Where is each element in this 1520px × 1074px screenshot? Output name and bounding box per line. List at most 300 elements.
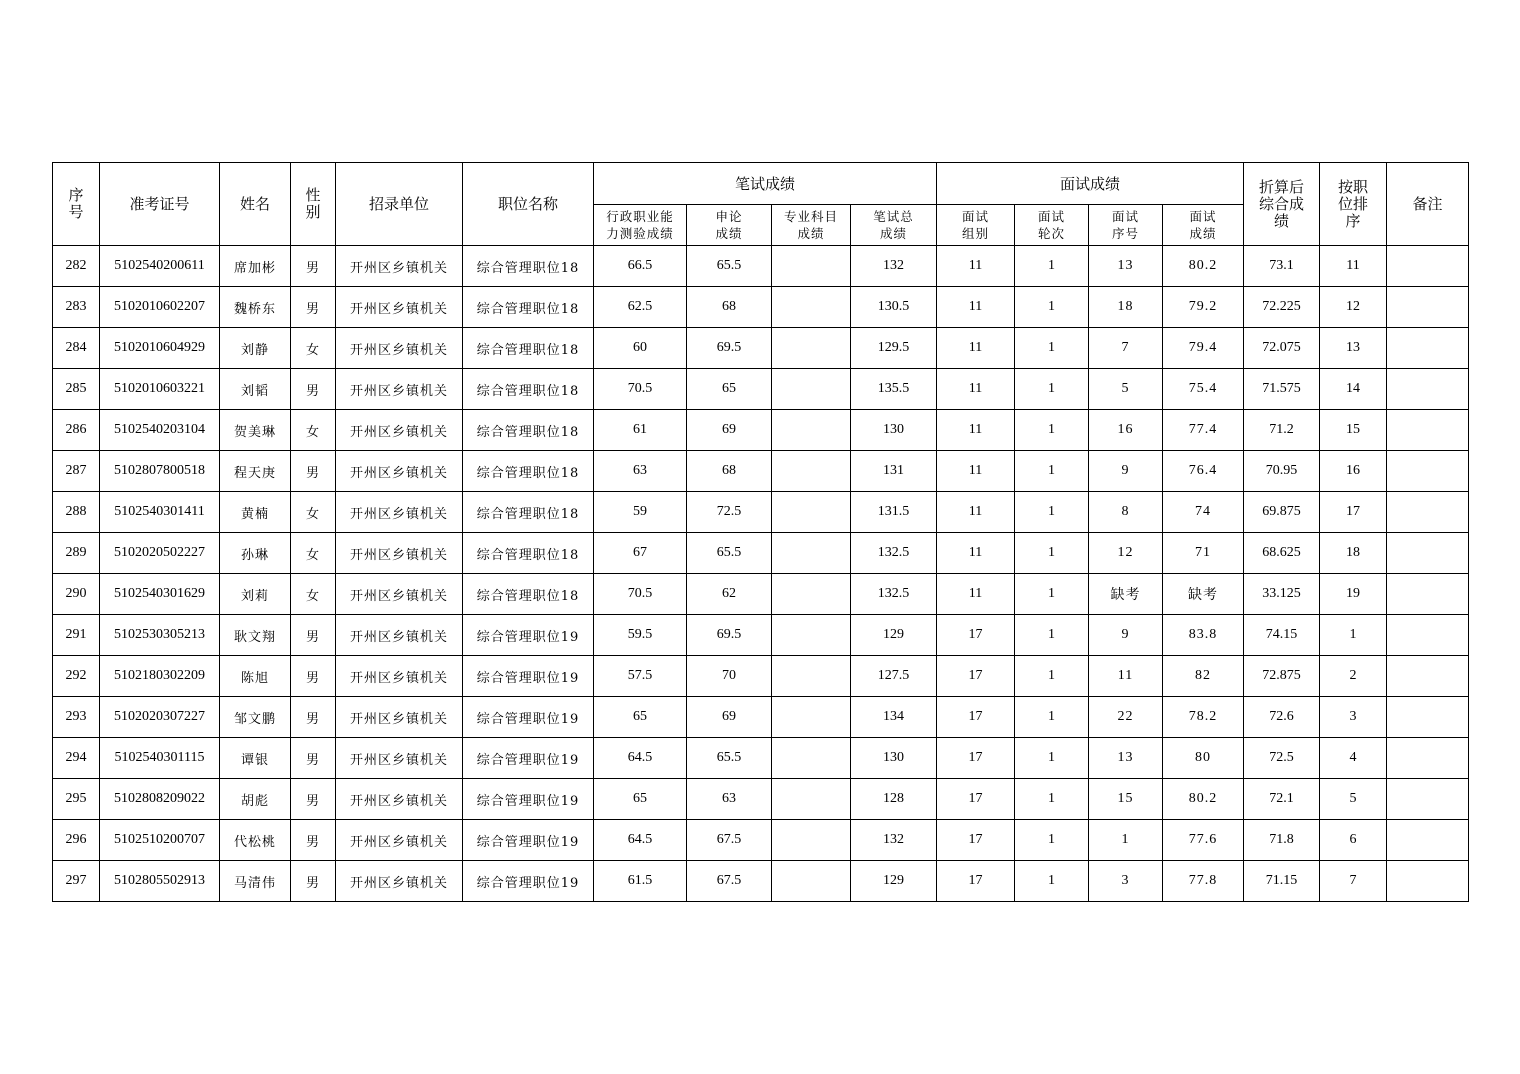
header-written-group: 笔试成绩: [594, 163, 937, 205]
cell-seq: 297: [53, 861, 100, 902]
cell-rank: 2: [1320, 656, 1387, 697]
header-interview-group-no-label: 面试组别: [962, 209, 990, 241]
cell-remark: [1387, 861, 1469, 902]
cell-group: 11: [937, 492, 1015, 533]
header-interview-round: [1015, 205, 1089, 246]
cell-composite: 72.6: [1244, 697, 1320, 738]
cell-seq: 285: [53, 369, 100, 410]
cell-group: 11: [937, 574, 1015, 615]
cell-order: 13: [1089, 246, 1163, 287]
cell-ticket: 5102010602207: [100, 287, 220, 328]
cell-remark: [1387, 574, 1469, 615]
cell-position: 综合管理职位18: [463, 246, 594, 287]
table-row: [53, 820, 1469, 861]
cell-written-total: 131.5: [851, 492, 937, 533]
cell-essay: 63: [687, 779, 772, 820]
cell-round: 1: [1015, 451, 1089, 492]
cell-aptitude: 60: [594, 328, 687, 369]
cell-round: 1: [1015, 287, 1089, 328]
cell-seq: 293: [53, 697, 100, 738]
cell-name: 孙琳: [220, 533, 291, 574]
cell-aptitude: 64.5: [594, 738, 687, 779]
cell-name: 刘静: [220, 328, 291, 369]
cell-composite: 68.625: [1244, 533, 1320, 574]
header-professional-label: 专业科目成绩: [783, 209, 838, 241]
cell-round: 1: [1015, 246, 1089, 287]
header-written-total-label: 笔试总成绩: [873, 209, 914, 241]
cell-aptitude: 65: [594, 779, 687, 820]
cell-group: 17: [937, 697, 1015, 738]
cell-rank: 18: [1320, 533, 1387, 574]
cell-ticket: 5102510200707: [100, 820, 220, 861]
table-row: [53, 697, 1469, 738]
cell-professional: [772, 451, 851, 492]
cell-position: 综合管理职位19: [463, 820, 594, 861]
cell-order: 9: [1089, 615, 1163, 656]
header-essay-label: 申论成绩: [715, 209, 743, 241]
cell-interview: 75.4: [1163, 369, 1244, 410]
header-aptitude-label: 行政职业能力测验成绩: [606, 209, 674, 241]
cell-ticket: 5102540203104: [100, 410, 220, 451]
cell-name: 耿文翔: [220, 615, 291, 656]
header-interview-group-no: [937, 205, 1015, 246]
cell-composite: 33.125: [1244, 574, 1320, 615]
table-row: [53, 656, 1469, 697]
cell-composite: 74.15: [1244, 615, 1320, 656]
cell-gender: 女: [291, 533, 336, 574]
cell-interview: 71: [1163, 533, 1244, 574]
cell-composite: 72.225: [1244, 287, 1320, 328]
table-row: [53, 861, 1469, 902]
header-gender: [291, 163, 336, 246]
cell-essay: 69.5: [687, 615, 772, 656]
cell-written-total: 132: [851, 820, 937, 861]
cell-group: 11: [937, 246, 1015, 287]
cell-round: 1: [1015, 656, 1089, 697]
cell-order: 16: [1089, 410, 1163, 451]
cell-gender: 女: [291, 574, 336, 615]
cell-essay: 69: [687, 697, 772, 738]
cell-remark: [1387, 492, 1469, 533]
cell-unit: 开州区乡镇机关: [336, 615, 463, 656]
cell-order: 3: [1089, 861, 1163, 902]
cell-group: 17: [937, 779, 1015, 820]
cell-name: 代松桃: [220, 820, 291, 861]
cell-remark: [1387, 369, 1469, 410]
header-interview-group: 面试成绩: [937, 163, 1244, 205]
header-interview-order-label: 面试序号: [1112, 209, 1140, 241]
cell-composite: 72.075: [1244, 328, 1320, 369]
cell-remark: [1387, 410, 1469, 451]
cell-name: 刘莉: [220, 574, 291, 615]
cell-position: 综合管理职位19: [463, 738, 594, 779]
cell-professional: [772, 779, 851, 820]
table-row: [53, 738, 1469, 779]
header-ticket: 准考证号: [100, 163, 220, 246]
cell-gender: 男: [291, 861, 336, 902]
cell-rank: 16: [1320, 451, 1387, 492]
cell-group: 17: [937, 656, 1015, 697]
cell-interview: 82: [1163, 656, 1244, 697]
header-seq-label: 序号: [68, 186, 84, 221]
header-remark: 备注: [1387, 163, 1469, 246]
cell-aptitude: 70.5: [594, 574, 687, 615]
header-seq: [53, 163, 100, 246]
cell-unit: 开州区乡镇机关: [336, 820, 463, 861]
cell-seq: 287: [53, 451, 100, 492]
cell-gender: 男: [291, 287, 336, 328]
cell-rank: 3: [1320, 697, 1387, 738]
cell-interview: 77.6: [1163, 820, 1244, 861]
cell-professional: [772, 533, 851, 574]
header-interview-order: [1089, 205, 1163, 246]
header-composite: [1244, 163, 1320, 246]
cell-seq: 290: [53, 574, 100, 615]
cell-ticket: 5102010603221: [100, 369, 220, 410]
cell-unit: 开州区乡镇机关: [336, 779, 463, 820]
cell-ticket: 5102540301629: [100, 574, 220, 615]
cell-gender: 男: [291, 451, 336, 492]
cell-essay: 67.5: [687, 820, 772, 861]
cell-written-total: 134: [851, 697, 937, 738]
table-row: [53, 287, 1469, 328]
cell-position: 综合管理职位19: [463, 779, 594, 820]
cell-rank: 19: [1320, 574, 1387, 615]
cell-essay: 68: [687, 451, 772, 492]
cell-interview: 77.4: [1163, 410, 1244, 451]
cell-round: 1: [1015, 328, 1089, 369]
cell-gender: 女: [291, 328, 336, 369]
cell-written-total: 129.5: [851, 328, 937, 369]
cell-position: 综合管理职位18: [463, 533, 594, 574]
cell-round: 1: [1015, 533, 1089, 574]
cell-gender: 男: [291, 615, 336, 656]
cell-unit: 开州区乡镇机关: [336, 246, 463, 287]
table-body: [53, 246, 1469, 902]
cell-order: 12: [1089, 533, 1163, 574]
cell-round: 1: [1015, 615, 1089, 656]
cell-name: 魏桥东: [220, 287, 291, 328]
cell-composite: 72.875: [1244, 656, 1320, 697]
cell-seq: 286: [53, 410, 100, 451]
cell-gender: 男: [291, 656, 336, 697]
cell-written-total: 135.5: [851, 369, 937, 410]
cell-interview: 缺考: [1163, 574, 1244, 615]
cell-professional: [772, 246, 851, 287]
cell-rank: 4: [1320, 738, 1387, 779]
cell-interview: 78.2: [1163, 697, 1244, 738]
cell-ticket: 5102540301411: [100, 492, 220, 533]
cell-seq: 283: [53, 287, 100, 328]
cell-seq: 292: [53, 656, 100, 697]
cell-rank: 14: [1320, 369, 1387, 410]
cell-written-total: 127.5: [851, 656, 937, 697]
cell-round: 1: [1015, 779, 1089, 820]
cell-group: 11: [937, 328, 1015, 369]
header-aptitude: [594, 205, 687, 246]
cell-composite: 72.5: [1244, 738, 1320, 779]
cell-professional: [772, 369, 851, 410]
cell-group: 11: [937, 533, 1015, 574]
cell-essay: 62: [687, 574, 772, 615]
cell-written-total: 132.5: [851, 533, 937, 574]
cell-rank: 17: [1320, 492, 1387, 533]
cell-essay: 68: [687, 287, 772, 328]
cell-unit: 开州区乡镇机关: [336, 328, 463, 369]
header-gender-label: 性别: [305, 186, 321, 221]
cell-composite: 71.8: [1244, 820, 1320, 861]
header-interview-round-label: 面试轮次: [1038, 209, 1066, 241]
cell-aptitude: 63: [594, 451, 687, 492]
cell-interview: 74: [1163, 492, 1244, 533]
cell-gender: 女: [291, 492, 336, 533]
cell-professional: [772, 697, 851, 738]
cell-seq: 288: [53, 492, 100, 533]
table-row: [53, 246, 1469, 287]
cell-professional: [772, 861, 851, 902]
cell-interview: 79.4: [1163, 328, 1244, 369]
cell-gender: 男: [291, 779, 336, 820]
score-table: [52, 162, 1469, 902]
cell-name: 胡彪: [220, 779, 291, 820]
cell-remark: [1387, 451, 1469, 492]
cell-gender: 男: [291, 369, 336, 410]
cell-position: 综合管理职位19: [463, 656, 594, 697]
cell-written-total: 130.5: [851, 287, 937, 328]
cell-order: 9: [1089, 451, 1163, 492]
cell-written-total: 128: [851, 779, 937, 820]
cell-interview: 79.2: [1163, 287, 1244, 328]
cell-unit: 开州区乡镇机关: [336, 861, 463, 902]
table-row: [53, 451, 1469, 492]
cell-ticket: 5102530305213: [100, 615, 220, 656]
header-interview-score: [1163, 205, 1244, 246]
cell-position: 综合管理职位18: [463, 492, 594, 533]
cell-group: 11: [937, 287, 1015, 328]
cell-essay: 69: [687, 410, 772, 451]
cell-name: 程天庚: [220, 451, 291, 492]
cell-round: 1: [1015, 369, 1089, 410]
cell-ticket: 5102808209022: [100, 779, 220, 820]
cell-ticket: 5102540301115: [100, 738, 220, 779]
table-row: [53, 328, 1469, 369]
cell-aptitude: 65: [594, 697, 687, 738]
cell-written-total: 131: [851, 451, 937, 492]
cell-unit: 开州区乡镇机关: [336, 492, 463, 533]
cell-round: 1: [1015, 574, 1089, 615]
cell-group: 11: [937, 369, 1015, 410]
table-row: [53, 615, 1469, 656]
cell-name: 陈旭: [220, 656, 291, 697]
cell-unit: 开州区乡镇机关: [336, 574, 463, 615]
cell-rank: 15: [1320, 410, 1387, 451]
cell-seq: 289: [53, 533, 100, 574]
cell-name: 席加彬: [220, 246, 291, 287]
cell-position: 综合管理职位18: [463, 574, 594, 615]
cell-remark: [1387, 246, 1469, 287]
cell-group: 17: [937, 738, 1015, 779]
cell-order: 8: [1089, 492, 1163, 533]
cell-seq: 291: [53, 615, 100, 656]
cell-professional: [772, 287, 851, 328]
cell-rank: 1: [1320, 615, 1387, 656]
cell-name: 谭银: [220, 738, 291, 779]
cell-composite: 73.1: [1244, 246, 1320, 287]
table-row: [53, 492, 1469, 533]
cell-group: 17: [937, 820, 1015, 861]
cell-rank: 13: [1320, 328, 1387, 369]
cell-interview: 80.2: [1163, 246, 1244, 287]
cell-composite: 71.2: [1244, 410, 1320, 451]
cell-aptitude: 67: [594, 533, 687, 574]
cell-position: 综合管理职位18: [463, 451, 594, 492]
cell-written-total: 129: [851, 615, 937, 656]
cell-round: 1: [1015, 861, 1089, 902]
cell-name: 刘韬: [220, 369, 291, 410]
cell-essay: 65.5: [687, 533, 772, 574]
cell-unit: 开州区乡镇机关: [336, 656, 463, 697]
cell-name: 邹文鹏: [220, 697, 291, 738]
cell-interview: 83.8: [1163, 615, 1244, 656]
cell-order: 缺考: [1089, 574, 1163, 615]
cell-position: 综合管理职位19: [463, 861, 594, 902]
cell-seq: 284: [53, 328, 100, 369]
cell-name: 贺美琳: [220, 410, 291, 451]
cell-essay: 67.5: [687, 861, 772, 902]
cell-unit: 开州区乡镇机关: [336, 410, 463, 451]
table-header: [53, 163, 1469, 246]
cell-remark: [1387, 820, 1469, 861]
cell-rank: 6: [1320, 820, 1387, 861]
cell-remark: [1387, 779, 1469, 820]
table-row: [53, 410, 1469, 451]
cell-unit: 开州区乡镇机关: [336, 738, 463, 779]
header-rank: [1320, 163, 1387, 246]
table-row: [53, 369, 1469, 410]
cell-written-total: 129: [851, 861, 937, 902]
header-interview-score-label: 面试成绩: [1189, 209, 1217, 241]
cell-remark: [1387, 287, 1469, 328]
cell-group: 17: [937, 615, 1015, 656]
cell-unit: 开州区乡镇机关: [336, 451, 463, 492]
header-essay: [687, 205, 772, 246]
cell-gender: 女: [291, 410, 336, 451]
header-name: 姓名: [220, 163, 291, 246]
cell-rank: 5: [1320, 779, 1387, 820]
cell-aptitude: 59: [594, 492, 687, 533]
cell-name: 黄楠: [220, 492, 291, 533]
cell-professional: [772, 615, 851, 656]
cell-order: 13: [1089, 738, 1163, 779]
cell-seq: 294: [53, 738, 100, 779]
header-written-total: [851, 205, 937, 246]
cell-seq: 295: [53, 779, 100, 820]
cell-seq: 296: [53, 820, 100, 861]
cell-essay: 65.5: [687, 738, 772, 779]
cell-round: 1: [1015, 697, 1089, 738]
cell-ticket: 5102180302209: [100, 656, 220, 697]
cell-ticket: 5102020307227: [100, 697, 220, 738]
header-position: 职位名称: [463, 163, 594, 246]
cell-professional: [772, 820, 851, 861]
cell-professional: [772, 492, 851, 533]
cell-unit: 开州区乡镇机关: [336, 697, 463, 738]
cell-aptitude: 61.5: [594, 861, 687, 902]
cell-ticket: 5102020502227: [100, 533, 220, 574]
cell-aptitude: 59.5: [594, 615, 687, 656]
cell-essay: 65: [687, 369, 772, 410]
cell-group: 11: [937, 410, 1015, 451]
cell-ticket: 5102540200611: [100, 246, 220, 287]
cell-remark: [1387, 328, 1469, 369]
cell-written-total: 130: [851, 738, 937, 779]
cell-professional: [772, 410, 851, 451]
cell-ticket: 5102807800518: [100, 451, 220, 492]
cell-rank: 11: [1320, 246, 1387, 287]
cell-aptitude: 62.5: [594, 287, 687, 328]
cell-order: 1: [1089, 820, 1163, 861]
table-row: [53, 533, 1469, 574]
cell-aptitude: 64.5: [594, 820, 687, 861]
cell-composite: 70.95: [1244, 451, 1320, 492]
table-row: [53, 574, 1469, 615]
cell-composite: 71.15: [1244, 861, 1320, 902]
cell-written-total: 130: [851, 410, 937, 451]
cell-remark: [1387, 615, 1469, 656]
cell-round: 1: [1015, 410, 1089, 451]
cell-composite: 72.1: [1244, 779, 1320, 820]
cell-unit: 开州区乡镇机关: [336, 369, 463, 410]
cell-aptitude: 66.5: [594, 246, 687, 287]
cell-remark: [1387, 656, 1469, 697]
cell-aptitude: 61: [594, 410, 687, 451]
cell-unit: 开州区乡镇机关: [336, 533, 463, 574]
cell-rank: 7: [1320, 861, 1387, 902]
cell-remark: [1387, 738, 1469, 779]
cell-professional: [772, 328, 851, 369]
cell-interview: 77.8: [1163, 861, 1244, 902]
cell-unit: 开州区乡镇机关: [336, 287, 463, 328]
cell-essay: 65.5: [687, 246, 772, 287]
cell-gender: 男: [291, 697, 336, 738]
cell-order: 18: [1089, 287, 1163, 328]
cell-position: 综合管理职位18: [463, 410, 594, 451]
cell-ticket: 5102010604929: [100, 328, 220, 369]
cell-interview: 76.4: [1163, 451, 1244, 492]
cell-ticket: 5102805502913: [100, 861, 220, 902]
cell-essay: 72.5: [687, 492, 772, 533]
cell-round: 1: [1015, 820, 1089, 861]
header-professional: [772, 205, 851, 246]
cell-position: 综合管理职位18: [463, 328, 594, 369]
table-row: [53, 779, 1469, 820]
header-composite-label: 折算后综合成绩: [1259, 177, 1305, 230]
cell-written-total: 132.5: [851, 574, 937, 615]
cell-professional: [772, 738, 851, 779]
cell-position: 综合管理职位19: [463, 615, 594, 656]
cell-position: 综合管理职位19: [463, 697, 594, 738]
cell-aptitude: 57.5: [594, 656, 687, 697]
cell-position: 综合管理职位18: [463, 287, 594, 328]
cell-rank: 12: [1320, 287, 1387, 328]
header-unit: 招录单位: [336, 163, 463, 246]
cell-gender: 男: [291, 738, 336, 779]
cell-group: 17: [937, 861, 1015, 902]
header-rank-label: 按职位排序: [1338, 177, 1369, 230]
cell-professional: [772, 574, 851, 615]
cell-round: 1: [1015, 738, 1089, 779]
cell-order: 5: [1089, 369, 1163, 410]
